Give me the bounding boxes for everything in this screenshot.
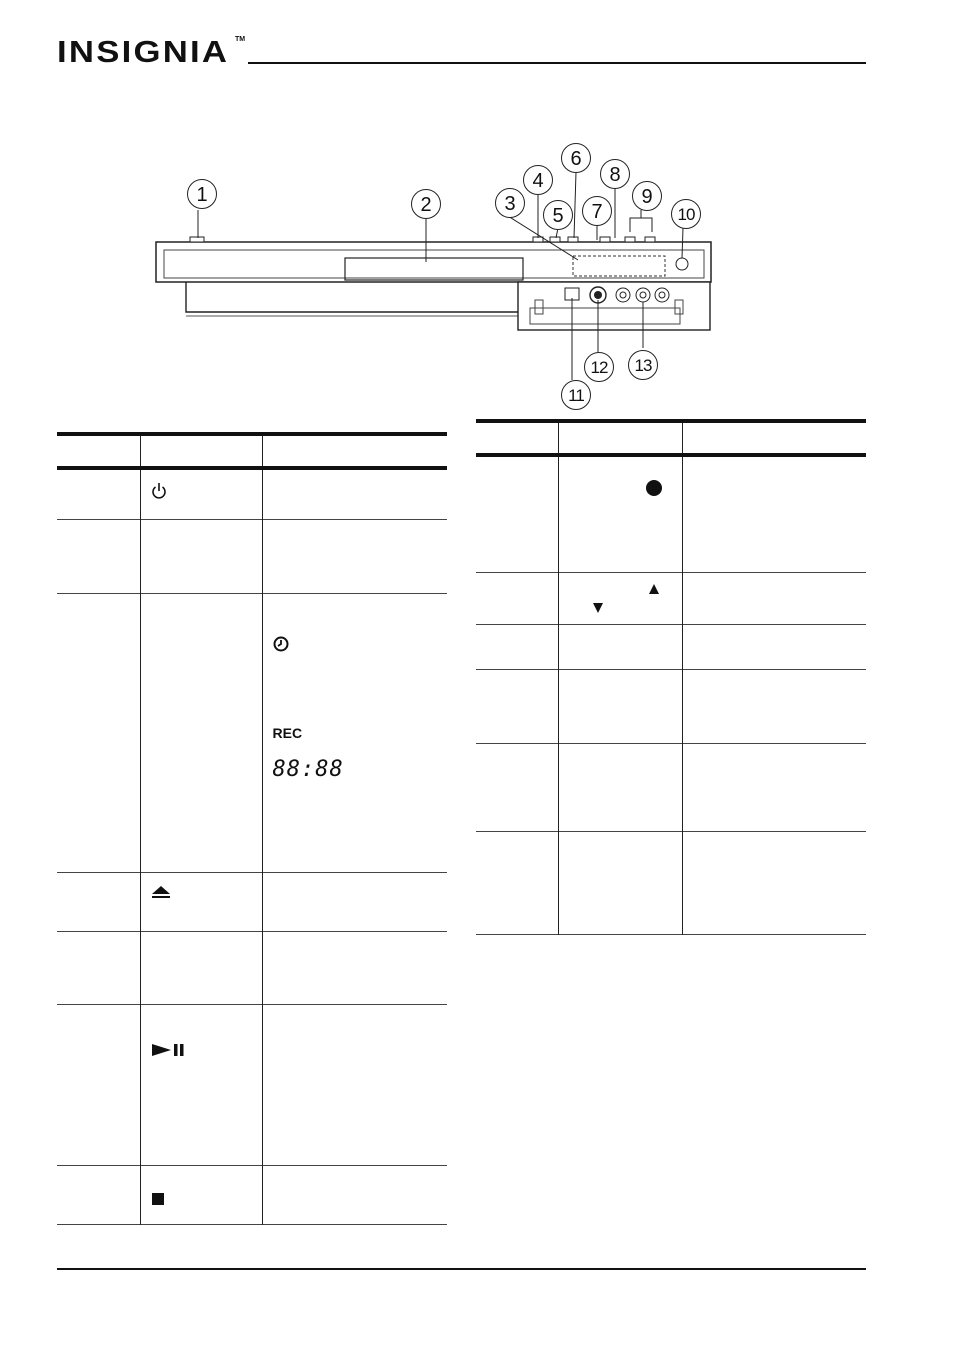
callout-8: 8 — [600, 159, 630, 189]
table-row — [57, 593, 447, 872]
table-row — [57, 1004, 447, 1165]
clock-digits-indicator: 88:88 — [272, 756, 344, 782]
callout-3: 3 — [495, 188, 525, 218]
table-row — [476, 669, 866, 743]
callout-9: 9 — [632, 181, 662, 211]
callout-2: 2 — [411, 189, 441, 219]
callout-10: 10 — [671, 199, 701, 229]
table-row — [57, 1165, 447, 1224]
brand-wordmark: INSIGNIA — [57, 34, 230, 69]
table-header-row — [476, 421, 866, 455]
brand-logo — [57, 34, 246, 70]
table-row — [57, 872, 447, 931]
callout-12: 12 — [584, 352, 614, 382]
callout-7: 7 — [582, 196, 612, 226]
table-header-row — [57, 434, 447, 468]
table-row — [476, 455, 866, 572]
trademark-mark: TM — [235, 36, 246, 43]
table-row — [57, 468, 447, 519]
rec-indicator: REC — [272, 724, 303, 741]
timer-clock-icon — [273, 636, 438, 655]
header-rule — [248, 62, 866, 64]
table-row — [476, 743, 866, 831]
table-row — [476, 831, 866, 934]
callout-11: 11 — [561, 380, 591, 410]
callout-1: 1 — [187, 179, 217, 209]
table-row — [476, 624, 866, 669]
callout-6: 6 — [561, 143, 591, 173]
power-icon — [151, 482, 252, 503]
eject-icon — [151, 885, 252, 902]
table-row — [57, 931, 447, 1004]
front-panel-diagram — [140, 140, 730, 415]
left-parts-table — [57, 432, 447, 1225]
callout-5: 5 — [543, 200, 573, 230]
table-row — [476, 572, 866, 624]
stop-icon — [151, 1192, 252, 1209]
callout-13: 13 — [628, 350, 658, 380]
down-arrow-icon — [593, 601, 696, 616]
right-parts-table — [476, 419, 866, 935]
table-row — [57, 519, 447, 593]
play-pause-icon — [151, 1043, 252, 1060]
callout-4: 4 — [523, 165, 553, 195]
footer-rule — [57, 1268, 866, 1270]
record-icon — [645, 479, 748, 500]
